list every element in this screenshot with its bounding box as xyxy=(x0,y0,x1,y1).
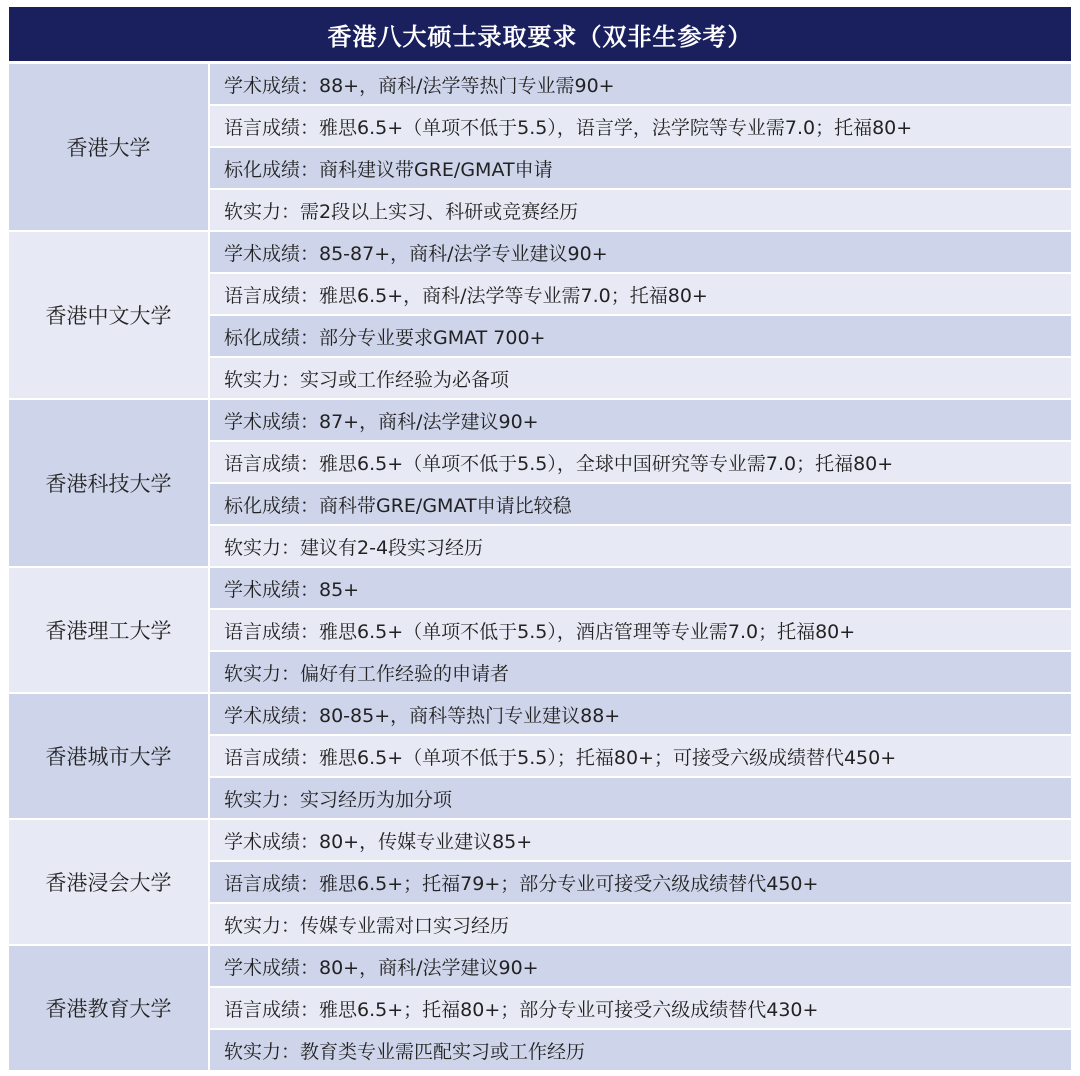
university-group xyxy=(9,694,1071,818)
requirement-list xyxy=(210,64,1071,230)
university-group xyxy=(9,232,1071,398)
requirement-row: 软实力：教育类专业需匹配实习或工作经历 xyxy=(210,1030,1071,1070)
admission-requirements-table xyxy=(9,7,1071,1072)
university-name: 香港理工大学 xyxy=(9,568,208,692)
requirement-row: 标化成绩：商科建议带GRE/GMAT申请 xyxy=(210,148,1071,188)
requirement-list xyxy=(210,400,1071,566)
requirement-row: 软实力：传媒专业需对口实习经历 xyxy=(210,904,1071,944)
university-group xyxy=(9,400,1071,566)
university-name: 香港浸会大学 xyxy=(9,820,208,944)
requirement-row: 学术成绩：80+，商科/法学建议90+ xyxy=(210,946,1071,986)
requirement-row: 软实力：需2段以上实习、科研或竞赛经历 xyxy=(210,190,1071,230)
university-name: 香港科技大学 xyxy=(9,400,208,566)
university-name: 香港大学 xyxy=(9,64,208,230)
requirement-list xyxy=(210,568,1071,692)
requirement-row: 标化成绩：部分专业要求GMAT 700+ xyxy=(210,316,1071,356)
table-title: 香港八大硕士录取要求（双非生参考） xyxy=(9,7,1071,61)
requirement-list xyxy=(210,232,1071,398)
requirement-row: 语言成绩：雅思6.5+；托福80+；部分专业可接受六级成绩替代430+ xyxy=(210,988,1071,1028)
university-group xyxy=(9,946,1071,1070)
requirement-row: 学术成绩：80+，传媒专业建议85+ xyxy=(210,820,1071,860)
requirement-list xyxy=(210,820,1071,944)
requirement-row: 学术成绩：85-87+，商科/法学专业建议90+ xyxy=(210,232,1071,272)
requirement-list xyxy=(210,694,1071,818)
university-group xyxy=(9,64,1071,230)
requirement-row: 软实力：实习或工作经验为必备项 xyxy=(210,358,1071,398)
requirement-list xyxy=(210,946,1071,1070)
requirement-row: 语言成绩：雅思6.5+（单项不低于5.5）；托福80+；可接受六级成绩替代450+ xyxy=(210,736,1071,776)
requirement-row: 学术成绩：87+，商科/法学建议90+ xyxy=(210,400,1071,440)
university-name: 香港中文大学 xyxy=(9,232,208,398)
university-name: 香港教育大学 xyxy=(9,946,208,1070)
requirement-row: 标化成绩：商科带GRE/GMAT申请比较稳 xyxy=(210,484,1071,524)
university-name: 香港城市大学 xyxy=(9,694,208,818)
requirement-row: 学术成绩：85+ xyxy=(210,568,1071,608)
university-group xyxy=(9,820,1071,944)
requirement-row: 软实力：实习经历为加分项 xyxy=(210,778,1071,818)
requirement-row: 学术成绩：80-85+，商科等热门专业建议88+ xyxy=(210,694,1071,734)
requirement-row: 语言成绩：雅思6.5+（单项不低于5.5），全球中国研究等专业需7.0；托福80+ xyxy=(210,442,1071,482)
requirement-row: 软实力：偏好有工作经验的申请者 xyxy=(210,652,1071,692)
requirement-row: 学术成绩：88+，商科/法学等热门专业需90+ xyxy=(210,64,1071,104)
requirement-row: 语言成绩：雅思6.5+（单项不低于5.5），语言学，法学院等专业需7.0；托福80+ xyxy=(210,106,1071,146)
university-group xyxy=(9,568,1071,692)
requirement-row: 语言成绩：雅思6.5+（单项不低于5.5），酒店管理等专业需7.0；托福80+ xyxy=(210,610,1071,650)
requirement-row: 语言成绩：雅思6.5+；托福79+；部分专业可接受六级成绩替代450+ xyxy=(210,862,1071,902)
requirement-row: 语言成绩：雅思6.5+，商科/法学等专业需7.0；托福80+ xyxy=(210,274,1071,314)
university-groups xyxy=(9,64,1071,1070)
requirement-row: 软实力：建议有2-4段实习经历 xyxy=(210,526,1071,566)
